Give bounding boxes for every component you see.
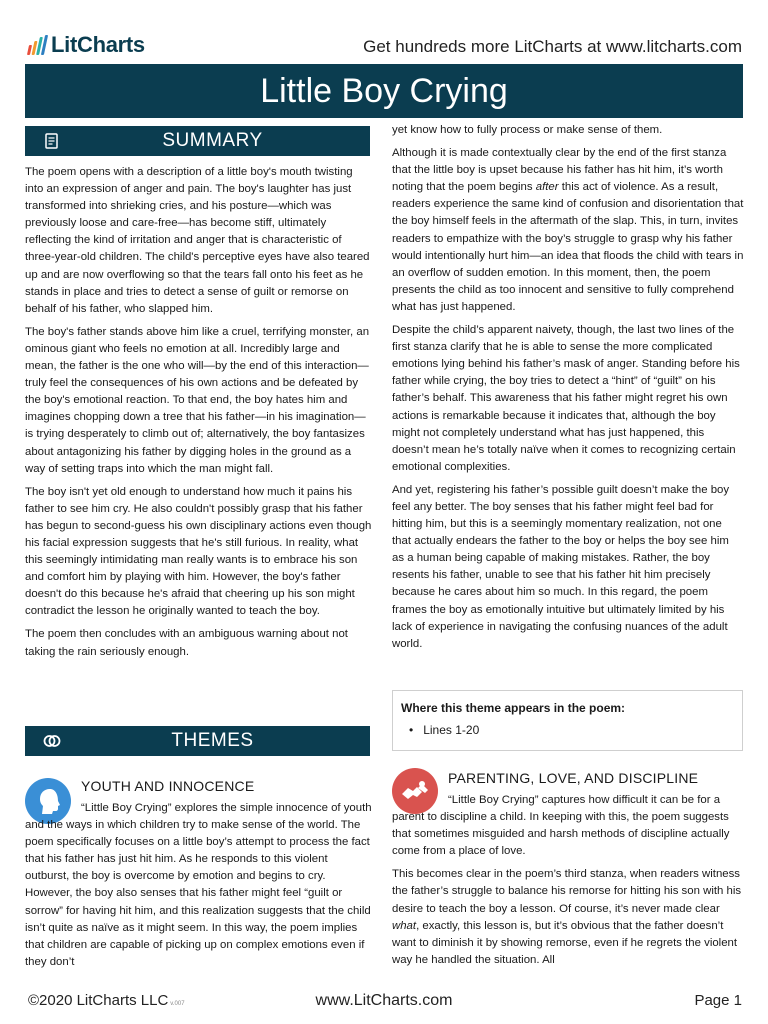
- logo-text: LitCharts: [51, 32, 145, 57]
- parenting-theme-paragraph: [392, 866, 744, 969]
- copyright-text: ©2020 LitCharts LLC: [28, 992, 169, 1009]
- summary-paragraph: The poem opens with a description of a little boy's mouth twisting into an expression of anger and pain. The boy's laughter has just transformed into shrieking cries, and his posture—which was previously loose and care-free—has become stiff, ultimately reflecting the kind of irritation and anger that is characteristic of three-year-old children. The child's perceptive eyes have also teared up and are now overflowing so that the tears fall onto his feet as he stands in place and tries to detect a sense of guilt or remorse on behalf of his father, who slapped him.: [25, 166, 370, 315]
- page-title: Little Boy Crying: [25, 64, 743, 118]
- version-label: v.007: [170, 1001, 185, 1007]
- summary-body: [25, 164, 373, 667]
- page-header: [0, 0, 768, 64]
- theme-line-reference[interactable]: • Lines 1-20: [401, 723, 734, 737]
- summary-document-icon: [43, 133, 61, 149]
- parenting-theme-text: [392, 792, 744, 975]
- themes-heading-label: THEMES: [171, 730, 254, 751]
- text-span: this act of violence. As a result, readers experience the same kind of confusion and disorientation that the boy himself feels in the aftermath of the slap. This, in turn, invites readers to empathize with the boy’s struggle to grasp why his father would intentionally hurt him—an idea that floods the child with tears in an overflow of sudden emotion. In this moment, then, the poem presents the child as too innocent and sensitive to fully comprehend what has just happened.: [392, 181, 744, 313]
- theme-paragraph: And yet, registering his father’s possible guilt doesn’t make the boy feel any better. The boy senses that his father might feel bad for hitting him, but this is a seemingly momentary realization, not one that actually endears the father to the boy or helps the boy see him as a human being capable of making mistakes. Rather, the boy resents his father, unable to see that his father hit him precisely because he cares about him so much. In this regard, the poem frames the boy as emotionally intuitive but ultimately limited by his lack of experience in navigating the confusing nuances of the adult world.: [392, 483, 730, 650]
- footer-site-link[interactable]: www.LitCharts.com: [315, 992, 453, 1009]
- summary-paragraph: The poem then concludes with an ambiguous warning about not taking the rain seriously enough.: [25, 628, 348, 658]
- theme-title-parenting: PARENTING, LOVE, AND DISCIPLINE: [448, 770, 699, 786]
- theme-paragraph: [392, 145, 744, 316]
- theme-appearances-box: [392, 690, 743, 751]
- parenting-theme-paragraph: “Little Boy Crying” captures how difficult it can be for a parent to discipline a child. In keeping with this, the poem suggests that sometimes misguided and harsh methods of discipline actually come from a place of love.: [392, 794, 730, 858]
- header-tagline[interactable]: Get hundreds more LitCharts at www.litcharts.com: [363, 37, 742, 56]
- theme-continuation: yet know how to fully process or make sense of them.: [392, 124, 663, 136]
- theme-title-youth: YOUTH AND INNOCENCE: [81, 778, 255, 794]
- summary-paragraph: The boy isn't yet old enough to understand how much it pains his father to see him cry. He also couldn't possibly grasp that his father has begun to second-guess his own disciplinary actions even though his facial expression suggests that he's still furious. In reality, what this seemingly intimidating man really wants is to embrace his son and comfort him by playing with him. However, the boy's father doesn't do this because he's afraid that cheering up his son might contradict the lesson he originally wanted to teach the boy.: [25, 485, 372, 618]
- page-footer: [0, 990, 768, 1014]
- youth-theme-paragraph: “Little Boy Crying” explores the simple innocence of youth and the ways in which children try to make sense of the world. The poem specifically focuses on a little boy’s attempt to process the fact that his father has just hit him. As he responds to this violent outburst, the boy is overcome by emotion and begins to cry. However, the boy also senses that his father might feel “guilt or sorrow” for having hit him, and this realization suggests that the child isn’t quite as naïve as it might seem. In this way, the poem implies that children are capable of picking up on complex emotions even if they don’t: [25, 802, 372, 968]
- logo-bars-icon: [28, 35, 46, 55]
- emphasis-text: after: [535, 181, 559, 194]
- text-span: Although it is made contextually clear by the end of the first stanza that the little boy is upset because his father has hit him, it’s worth noting that the poem begins: [392, 147, 727, 194]
- summary-heading-label: SUMMARY: [162, 130, 263, 151]
- right-column-body: [392, 122, 744, 659]
- themes-rings-icon: [43, 733, 61, 749]
- footer-page-number: Page 1: [694, 992, 742, 1009]
- text-span: , exactly, this lesson is, but it’s obvious that the father doesn’t want to diminish it by showing remorse, even if he regrets the violent way he handled the situation. All: [392, 919, 738, 966]
- summary-heading: [25, 126, 370, 156]
- theme-appearances-title: Where this theme appears in the poem:: [401, 701, 626, 715]
- themes-heading: [25, 726, 370, 756]
- summary-paragraph: The boy's father stands above him like a cruel, terrifying monster, an ominous giant who feels no emotion at all. Incredibly large and mean, the father is the one who will—by the end of this interaction—truly feel the consequences of his own actions and be defeated by the boy's emotional reaction. To that end, the boy hates him and imagines chopping down a tree that his father—in his imagination—is trying desperately to climb out of; alternatively, the boy fantasizes about antagonizing his father by digging holes in the ground as a way of setting traps into which the man might fall.: [25, 325, 370, 475]
- text-span: This becomes clear in the poem’s third stanza, when readers witness the father’s struggle to balance his remorse for hitting his son with his desire to teach the boy a lesson. Of course, it’s never made clear: [392, 868, 742, 915]
- theme-paragraph: Despite the child’s apparent naivety, though, the last two lines of the first stanza clarify that he is able to sense the more complicated emotions lying behind his father’s mask of anger. Standing before his father while crying, the boy tries to detect a “hint” of “guilt” on his father’s behalf. This awareness that his father might regret his own actions is remarkable because it indicates that, although the boy might not completely understand what has just happened, this doesn’t mean he’s totally naïve when it comes to recognizing certain emotional complexities.: [392, 324, 740, 473]
- emphasis-text: what: [392, 919, 417, 932]
- youth-theme-text: [25, 800, 375, 977]
- litcharts-logo[interactable]: [28, 32, 145, 58]
